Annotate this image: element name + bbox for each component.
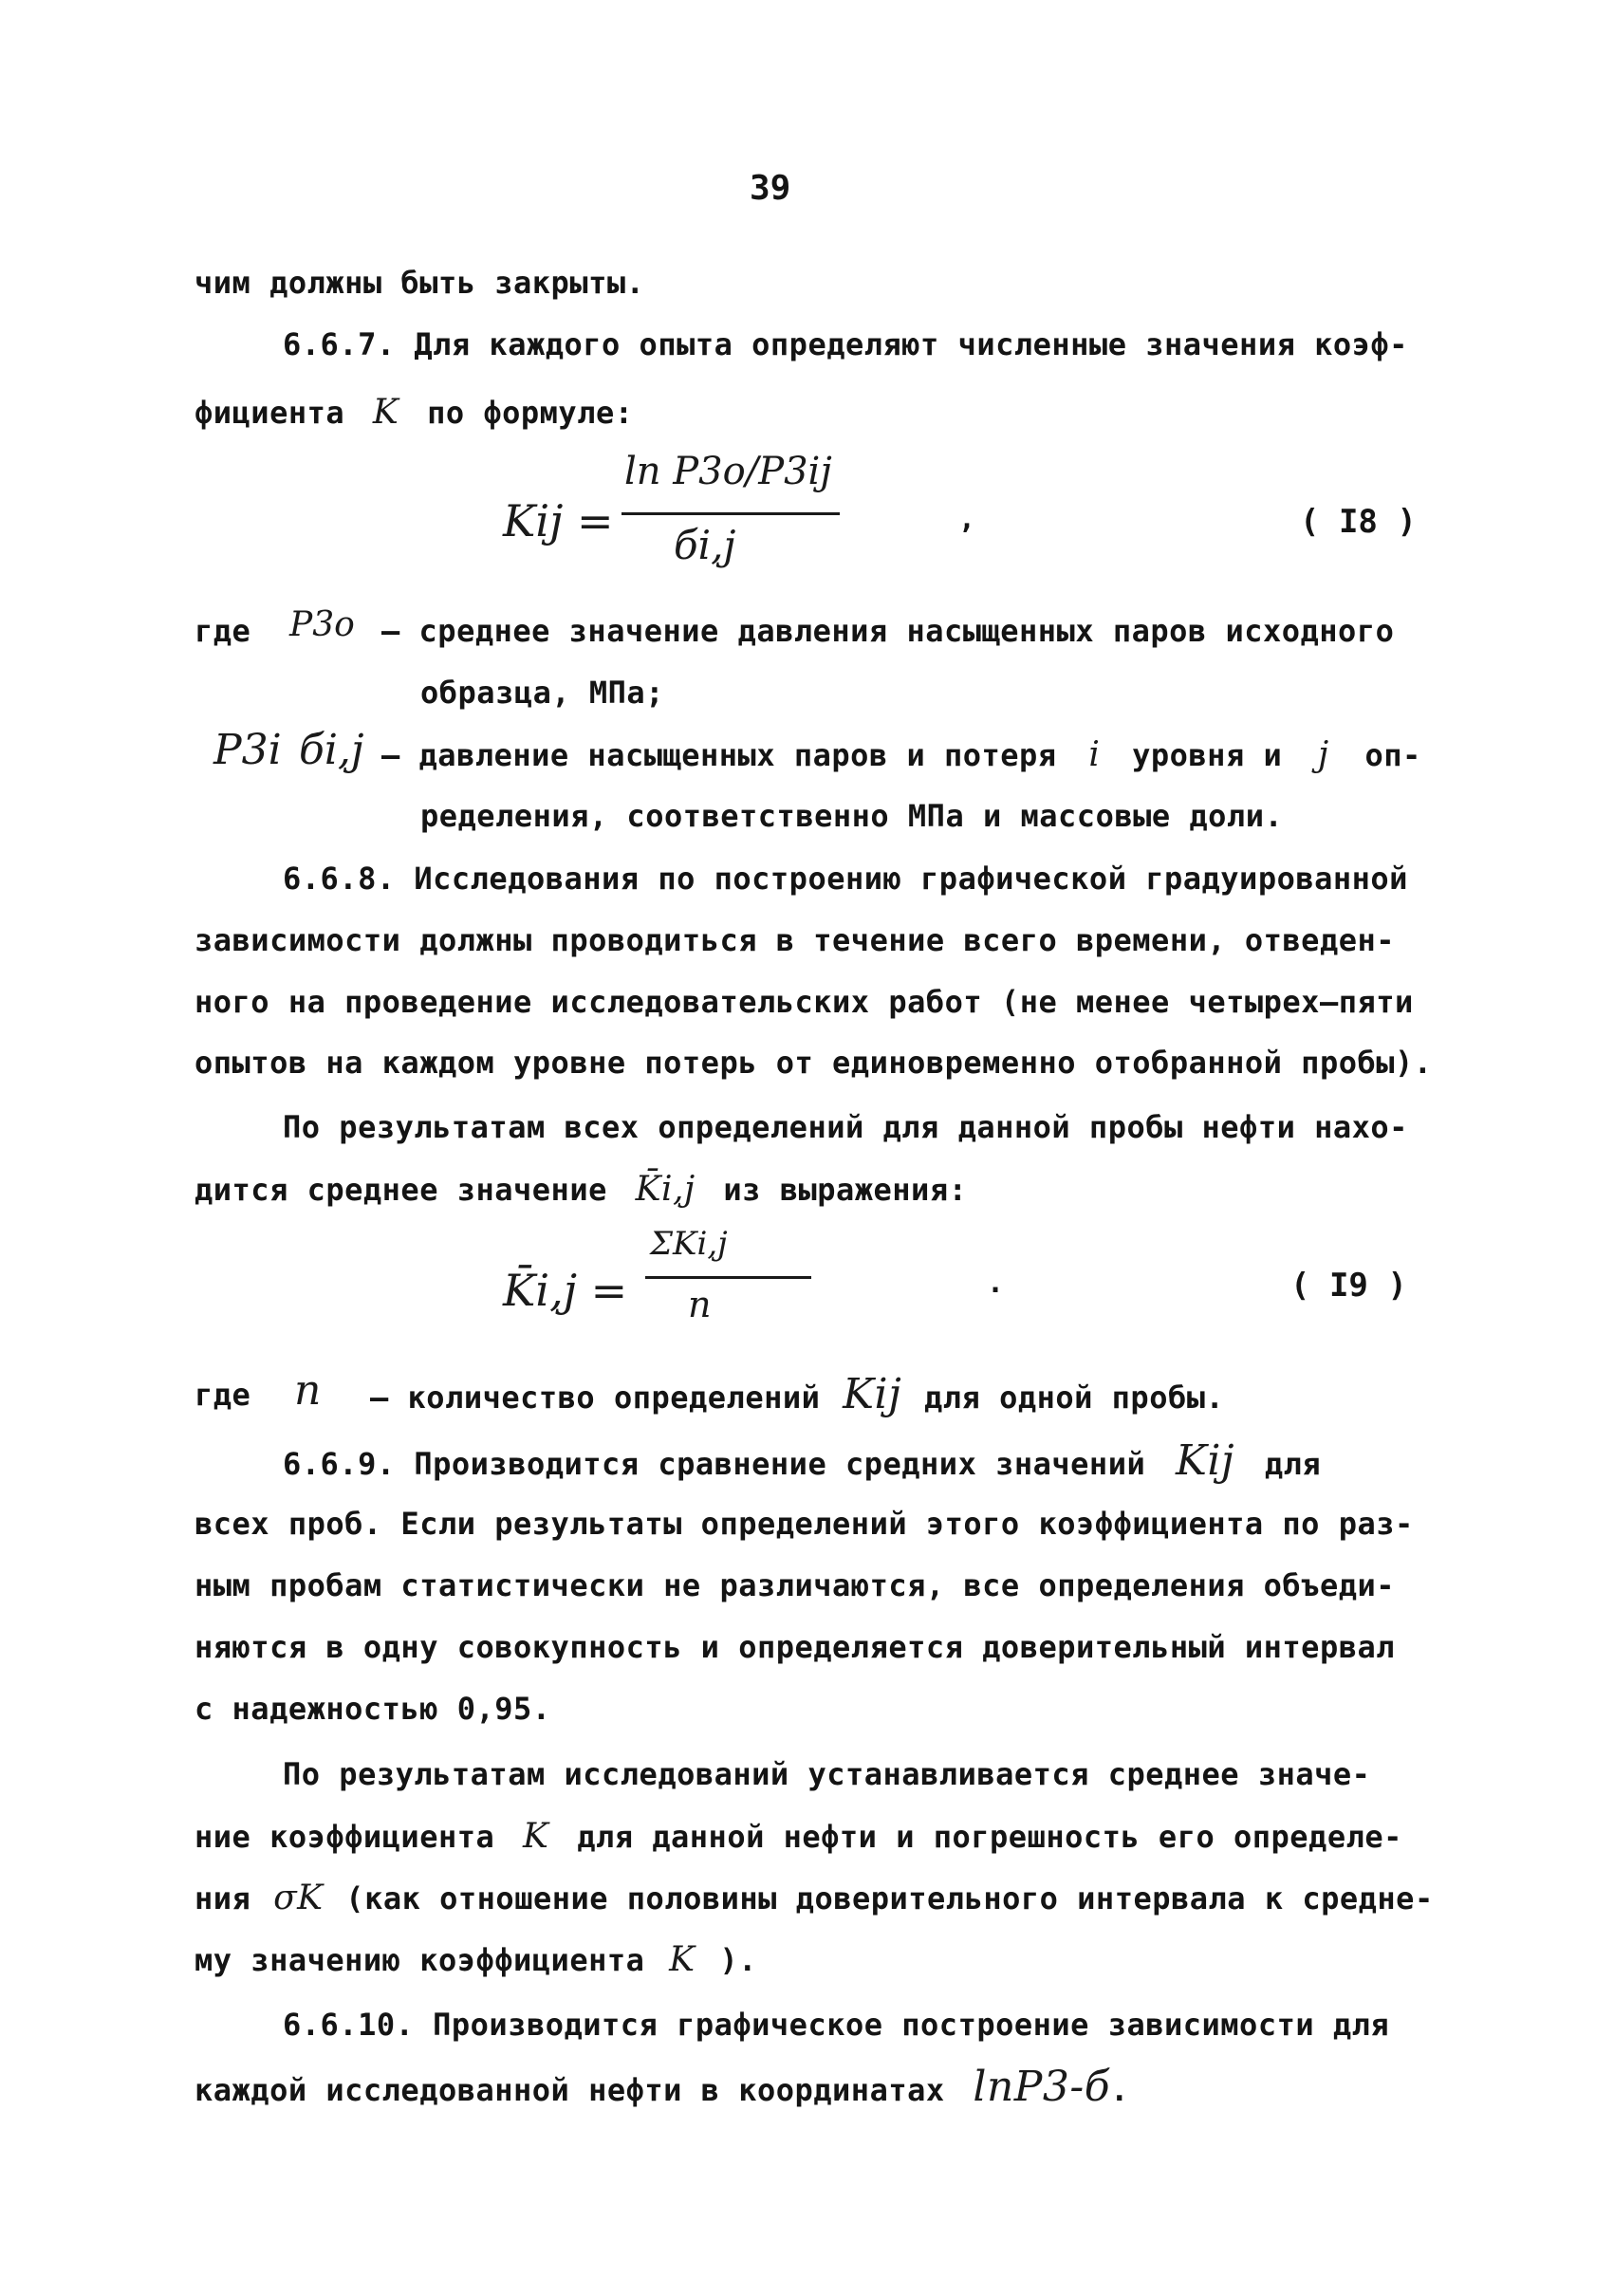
text-line — [283, 860, 1408, 898]
text-line — [195, 1941, 757, 1979]
text-line — [195, 1044, 1433, 1082]
symbol-n: n — [294, 1366, 322, 1415]
text-line — [195, 1818, 1402, 1856]
text-fragment: ние коэффициента — [195, 1819, 495, 1855]
text-line — [370, 1370, 1225, 1418]
text-line — [195, 394, 633, 432]
formula-19-numerator: ΣKi,j — [650, 1225, 728, 1263]
text-fragment: ния — [195, 1880, 251, 1916]
formula-18-numerator: ln P3o/P3ij — [624, 450, 832, 493]
paragraph-heading-6-6-8: 6.6.8. Исследования по построению графической градуированной — [283, 861, 1408, 897]
symbol-b-ij: бi,j — [299, 726, 364, 774]
text-fragment: зависимости должны проводиться в течение всего времени, отведен- — [195, 922, 1395, 958]
text-line — [195, 1566, 1395, 1604]
symbol-kij-bar: K̄i,j — [635, 1170, 696, 1209]
text-line — [283, 1108, 1408, 1146]
text-fragment: опытов на каждом уровне потерь от единовременно отобранной пробы). — [195, 1045, 1433, 1081]
symbol-k: K — [523, 1817, 549, 1856]
text-fragment: дится среднее значение — [195, 1172, 607, 1208]
formula-19 — [493, 1219, 892, 1352]
text-fragment: ного на проведение исследовательских работ (не менее четырех–пяти — [195, 984, 1414, 1020]
text-fragment: каждой исследованной нефти в координатах — [195, 2072, 945, 2108]
text-line — [195, 1171, 967, 1209]
text-fragment: для — [1264, 1446, 1322, 1482]
text-fragment: – количество определений — [370, 1379, 821, 1416]
formula-19-denominator: n — [688, 1284, 712, 1325]
text-fragment: с надежностью 0,95. — [195, 1691, 551, 1727]
text-fragment: из выражения: — [723, 1172, 968, 1208]
text-line — [195, 264, 644, 302]
text-line — [283, 325, 1408, 363]
text-line — [195, 1376, 250, 1414]
text-fragment: фициента — [195, 395, 345, 431]
text-line — [283, 1755, 1370, 1793]
text-line — [195, 2063, 1129, 2111]
text-line — [381, 736, 1421, 774]
text-fragment: По результатам исследований устанавливается среднее значе- — [283, 1756, 1371, 1792]
text-line — [195, 1628, 1395, 1666]
text-fragment: – давление насыщенных паров и потеря — [381, 737, 1057, 773]
text-fragment: ). — [719, 1942, 757, 1978]
formula-18-comma: , — [958, 503, 976, 536]
text-fragment: – среднее значение давления насыщенных паров исходного — [381, 613, 1395, 649]
formula-19-number: ( I9 ) — [1290, 1267, 1407, 1305]
paragraph-heading-6-6-10: 6.6.10. Производится графическое построение зависимости для — [283, 2007, 1390, 2043]
fraction-bar — [645, 1276, 811, 1279]
symbol-i: i — [1088, 735, 1101, 774]
symbol-j: j — [1318, 735, 1329, 774]
paragraph-heading-6-6-9: 6.6.9. Производится сравнение средних значений — [283, 1446, 1146, 1482]
symbol-kij: Kij — [1175, 1436, 1235, 1485]
text-fragment: где — [195, 613, 251, 649]
paragraph-heading-6-6-7: 6.6.7. Для каждого опыта определяют численные значения коэф- — [283, 326, 1408, 362]
text-fragment: образца, МПа; — [420, 675, 664, 711]
formula-18-denominator: бi,j — [674, 522, 736, 568]
text-line — [195, 921, 1395, 959]
page-number: 39 — [750, 169, 791, 208]
text-fragment: для данной нефти и погрешность его определе- — [577, 1819, 1402, 1855]
text-line — [381, 612, 1394, 650]
text-fragment: ределения, соответственно МПа и массовые доли. — [420, 798, 1284, 834]
text-fragment: всех проб. Если результаты определений этого коэффициента по раз- — [195, 1506, 1414, 1542]
text-fragment: уровня и — [1132, 737, 1283, 773]
text-fragment: (как отношение половины доверительного интервала к средне- — [345, 1880, 1434, 1916]
symbol-k: K — [372, 393, 399, 432]
text-line — [195, 1505, 1414, 1543]
formula-18 — [493, 446, 892, 598]
formula-19-period: . — [987, 1267, 1005, 1300]
text-fragment: по формуле: — [427, 395, 634, 431]
formula-18-number: ( I8 ) — [1300, 503, 1417, 541]
final-period: . — [1110, 2072, 1129, 2108]
fraction-bar — [621, 512, 840, 515]
formula-18-lhs: Kij = — [503, 495, 614, 546]
text-line — [195, 1690, 551, 1728]
text-line — [420, 674, 664, 712]
text-line — [420, 797, 1283, 835]
text-fragment: му значению коэффициента — [195, 1942, 645, 1978]
text-fragment: няются в одну совокупность и определяется доверительный интервал — [195, 1629, 1395, 1665]
text-line — [283, 1436, 1322, 1485]
symbol-coords: lnP3-б — [973, 2063, 1111, 2111]
formula-19-lhs: K̄i,j = — [503, 1265, 628, 1316]
symbol-k: K — [669, 1940, 696, 1979]
text-line — [195, 983, 1414, 1021]
symbol-p3o: P3o — [289, 605, 355, 644]
text-fragment: для одной пробы. — [924, 1379, 1225, 1416]
text-line — [195, 612, 250, 650]
symbol-sigma-k: σK — [273, 1879, 324, 1917]
text-fragment: оп- — [1364, 737, 1421, 773]
text-fragment: где — [195, 1377, 251, 1413]
text-fragment: чим должны быть закрыты. — [195, 265, 645, 301]
text-line — [195, 1879, 1434, 1917]
text-fragment: ным пробам статистически не различаются, все определения объеди- — [195, 1567, 1395, 1603]
symbol-kij: Kij — [843, 1370, 902, 1418]
text-line — [283, 2006, 1389, 2044]
text-fragment: По результатам всех определений для данной пробы нефти нахо- — [283, 1109, 1408, 1145]
symbol-p3i: P3i — [213, 726, 282, 774]
